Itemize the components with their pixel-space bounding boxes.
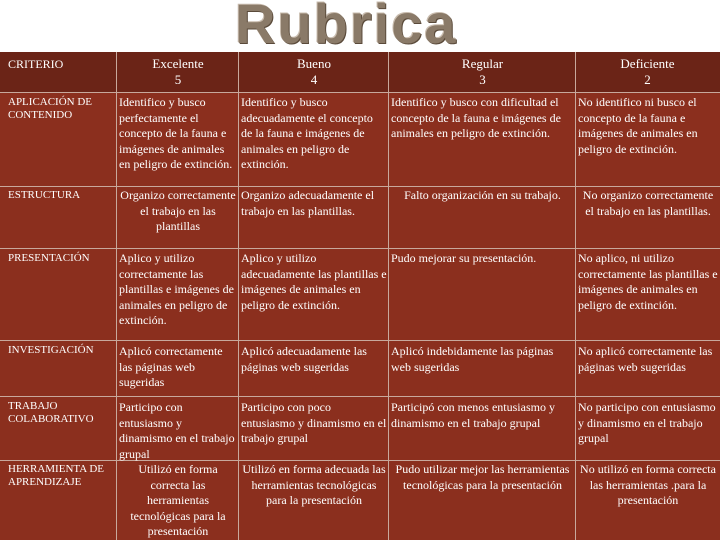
header-regular-label: Regular [461,56,504,71]
header-excelente [118,56,238,88]
cell-regular: Participó con menos entusiasmo y dinamismo en el trabajo grupal [391,400,555,430]
cell-excelente: Aplicó correctamente las páginas web sugeridas [119,344,223,389]
cell-deficiente: No identifico ni busco el concepto de la fauna e imágenes de animales en peligro de extinción. [578,95,698,156]
cell-bueno: Organizo adecuadamente el trabajo en las plantillas. [241,188,375,218]
cell-regular: Aplicó indebidamente las páginas web sugeridas [391,344,554,374]
cell-bueno: Participo con poco entusiasmo y dinamismo en el trabajo grupal [241,400,387,445]
slide-title: Rubrica [235,0,458,55]
cell-deficiente: No aplicó correctamente las páginas web sugeridas [578,344,713,374]
criterion-presentacion: PRESENTACIÓN [8,252,90,264]
header-bueno-score: 4 [310,72,318,87]
header-bueno [240,56,388,88]
cell-regular: Pudo utilizar mejor las herramientas tecnológicas para la presentación [395,462,570,492]
criterion-investigacion: INVESTIGACIÓN [8,344,94,356]
row-divider [0,186,720,187]
header-criterio: CRITERIO [8,57,64,71]
cell-deficiente: No organizo correctamente el trabajo en las plantillas. [582,188,714,218]
cell-excelente: Aplico y utilizo correctamente las plantillas e imágenes de animales en peligro de extinción. [119,251,234,327]
cell-regular: Identifico y busco con dificultad el concepto de la fauna e imágenes de animales en peligro de extinción. [391,95,561,140]
header-deficiente-label: Deficiente [620,56,675,71]
cell-deficiente: No utilizó en forma correcta las herramientas .para la presentación [580,462,716,507]
cell-excelente: Identifico y busco perfectamente el concepto de la fauna e imágenes de animales en peligro de extinción. [119,95,233,171]
column-divider [116,52,117,540]
cell-bueno: Identifico y busco adecuadamente el concepto de la fauna e imágenes de animales en peligro de extinción. [241,95,373,171]
row-divider [0,460,720,461]
column-divider [388,52,389,540]
header-excelente-score: 5 [174,72,182,87]
criterion-estructura: ESTRUCTURA [8,189,81,201]
criterion-aplicacion-de-contenido: APLICACIÓN DE CONTENIDO [8,96,93,121]
row-divider [0,248,720,249]
cell-bueno: Aplicó adecuadamente las páginas web sugeridas [241,344,367,374]
cell-excelente: Participo con entusiasmo y dinamismo en el trabajo grupal [119,400,235,461]
cell-regular: Falto organización en su trabajo. [404,188,561,202]
row-divider [0,340,720,341]
cell-deficiente: No participo con entusiasmo y dinamismo en el trabajo grupal [578,400,716,445]
cell-regular: Pudo mejorar su presentación. [391,251,537,265]
cell-bueno: Utilizó en forma adecuada las herramientas tecnológicas para la presentación [242,462,386,507]
criterion-herramienta-de-aprendizaje: HERRAMIENTA DE APRENDIZAJE [8,463,104,488]
header-deficiente-score: 2 [644,72,651,87]
row-divider [0,92,720,93]
header-regular [390,56,575,88]
header-regular-score: 3 [479,72,486,87]
column-divider [575,52,576,540]
header-excelente-label: Excelente [152,56,204,71]
row-divider [0,396,720,397]
header-deficiente [577,56,718,88]
criterion-trabajo-colaborativo: TRABAJO COLABORATIVO [8,400,94,425]
column-divider [238,52,239,540]
header-bueno-label: Bueno [297,56,331,71]
cell-deficiente: No aplico, ni utilizo correctamente las plantillas e imágenes de animales en peligro de extinción. [578,251,718,312]
cell-excelente: Utilizó en forma correcta las herramientas tecnológicas para la presentación [130,462,226,538]
cell-bueno: Aplico y utilizo adecuadamente las plantillas e imágenes de animales en peligro de extinción. [241,251,387,312]
cell-excelente: Organizo correctamente el trabajo en las plantillas [120,188,236,233]
